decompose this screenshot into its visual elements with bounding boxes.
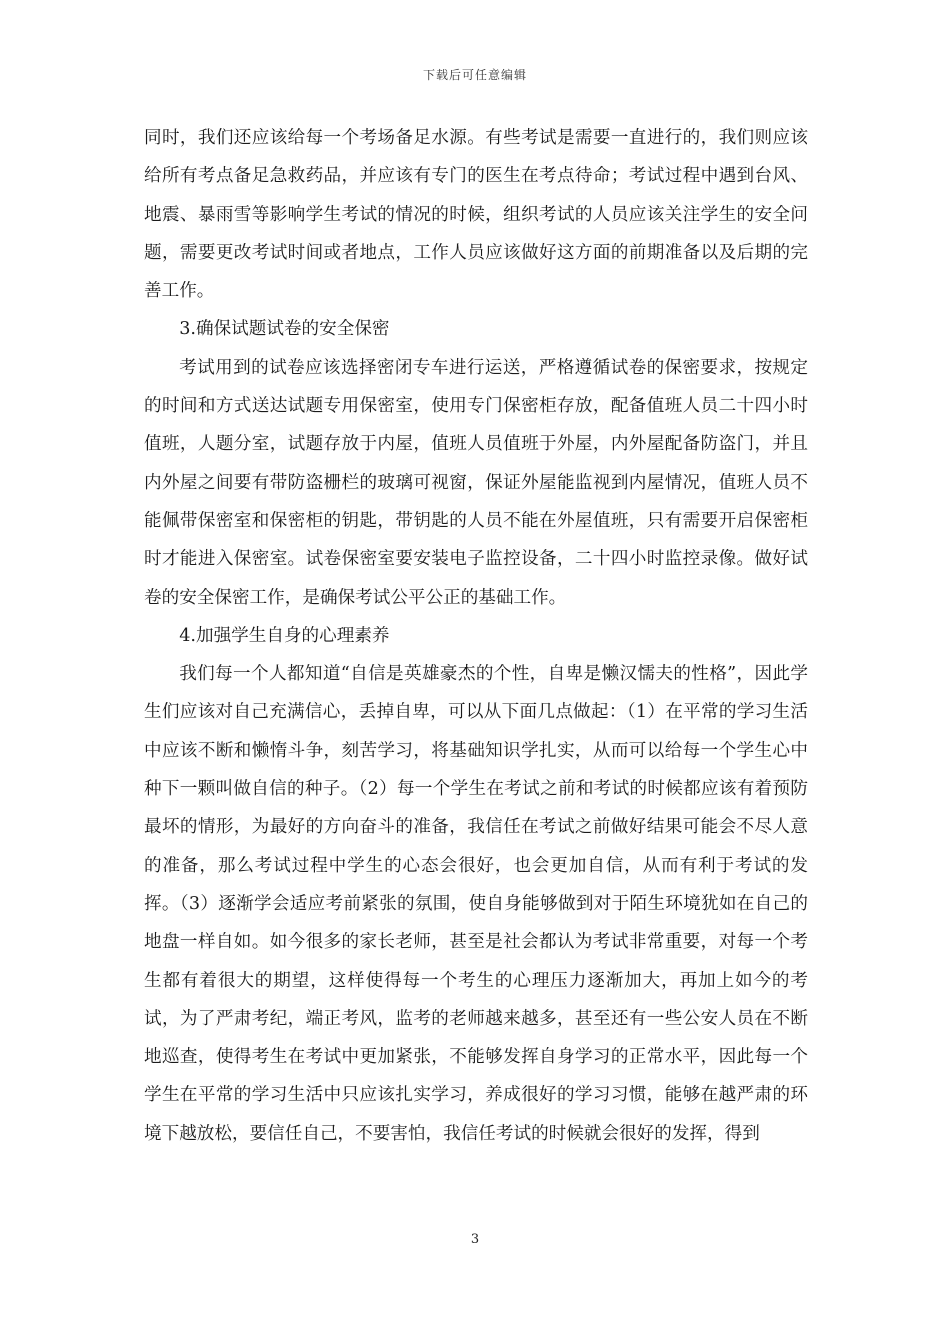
page-number: 3 <box>470 1232 480 1247</box>
paragraph-exam-paper-security: 考试用到的试卷应该选择密闭专车进行运送，严格遵循试卷的保密要求，按规定的时间和方式送达试题专用保密室，使用专门保密柜存放，配备值班人员二十四小时值班，人题分室，试题存放于内屋，值班人员值班于外屋，内外屋配备防盗门，并且内外屋之间要有带防盗栅栏的玻璃可视窗，保证外屋能监视到内屋情况，值班人员不能佩带保密室和保密柜的钥匙，带钥匙的人员不能在外屋值班，只有需要开启保密柜时才能进入保密室。试卷保密室要安装电子监控设备，二十四小时监控录像。做好试卷的安全保密工作，是确保考试公平公正的基础工作。 <box>144 357 808 608</box>
section-heading-4: 4.加强学生自身的心理素养 <box>179 625 390 646</box>
paragraph-water-and-safety: 同时，我们还应该给每一个考场备足水源。有些考试是需要一直进行的，我们则应该给所有考点备足急救药品，并应该有专门的医生在考点待命；考试过程中遇到台风、地震、暴雨雪等影响学生考试的情况的时候，组织考试的人员应该关注学生的安全问题，需要更改考试时间或者地点，工作人员应该做好这方面的前期准备以及后期的完善工作。 <box>144 128 808 302</box>
section-heading-3: 3.确保试题试卷的安全保密 <box>179 319 390 340</box>
paragraph-student-psychology: 我们每一个人都知道“自信是英雄豪杰的个性，自卑是懒汉懦夫的性格”，因此学生们应该对自己充满信心，丢掉自卑，可以从下面几点做起：（1）在平常的学习生活中应该不断和懒惰斗争，刻苦学习，将基础知识学扎实，从而可以给每一个学生心中种下一颗叫做自信的种子。（2）每一个学生在考试之前和考试的时候都应该有着预防最坏的情形，为最好的方向奋斗的准备，我信任在考试之前做好结果可能会不尽人意的准备，那么考试过程中学生的心态会很好，也会更加自信，从而有利于考试的发挥。（3）逐渐学会适应考前紧张的氛围，使自身能够做到对于陌生环境犹如在自己的地盘一样自如。如今很多的家长老师，甚至是社会都认为考试非常重要，对每一个考生都有着很大的期望，这样使得每一个考生的心理压力逐渐加大，再加上如今的考试，为了严肃考纪，端正考风，监考的老师越来越多，甚至还有一些公安人员在不断地巡查，使得考生在考试中更加紧张，不能够发挥自身学习的正常水平，因此每一个学生在平常的学习生活中只应该扎实学习，养成很好的学习习惯，能够在越严肃的环境下越放松，要信任自己，不要害怕，我信任考试的时候就会很好的发挥，得到 <box>144 664 808 1144</box>
page-header-note: 下载后可任意编辑 <box>422 68 527 82</box>
body-text <box>144 119 808 1153</box>
